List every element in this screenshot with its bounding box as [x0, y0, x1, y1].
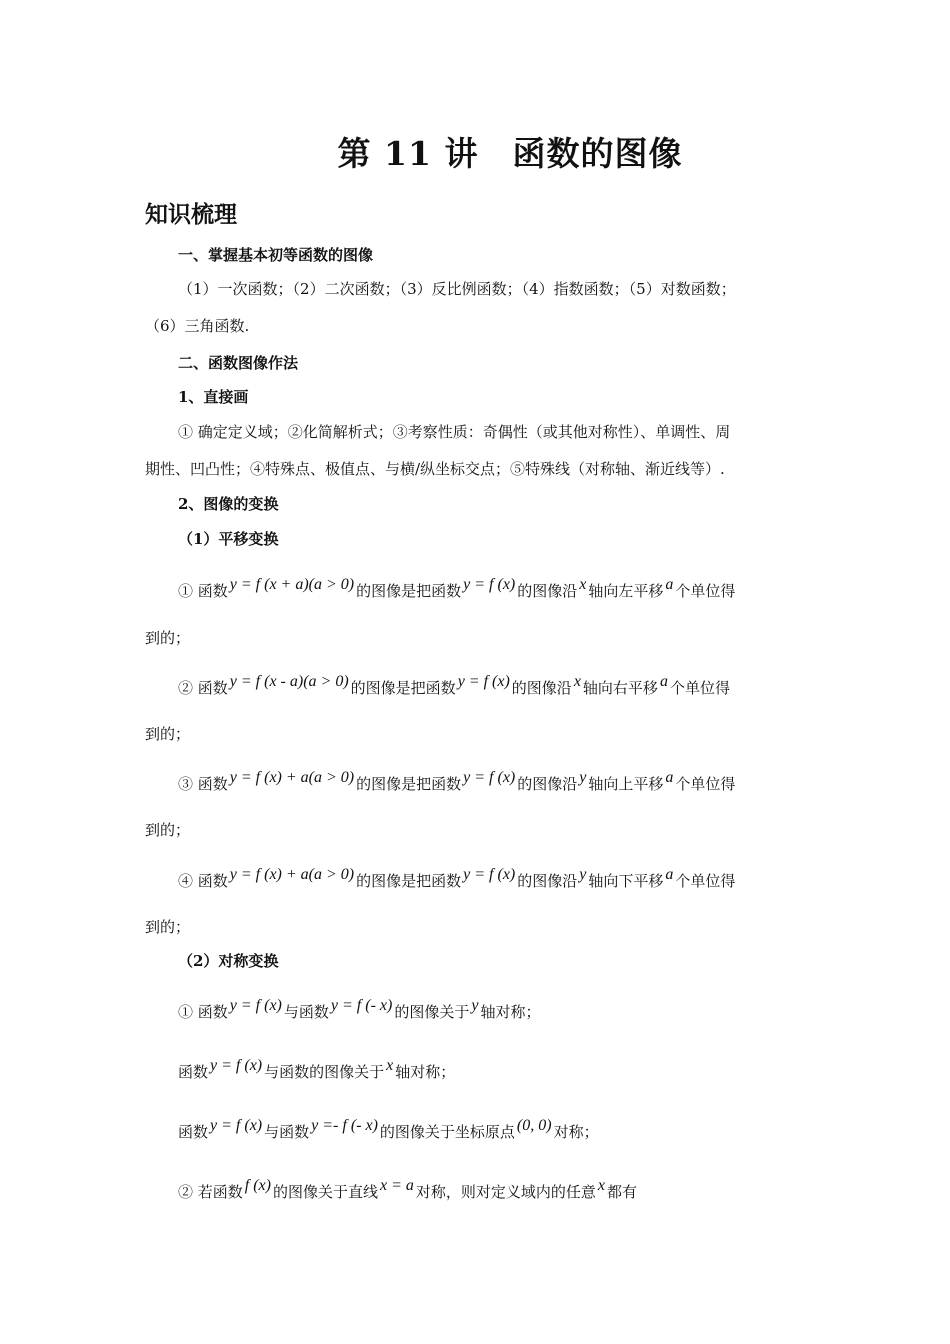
formula: f (x) — [244, 1177, 271, 1194]
page-title — [0, 128, 950, 175]
variable: x — [579, 576, 587, 593]
formula: y = f (x) + a(a > 0) — [229, 769, 355, 786]
variable: a — [665, 769, 674, 786]
section-heading: 知识梳理 — [145, 202, 237, 228]
formula: y = f (x + a)(a > 0) — [229, 576, 355, 593]
formula: y = f (x) — [463, 576, 516, 593]
variable: x — [573, 673, 581, 690]
function-list-line2: （6）三角函数. — [145, 317, 250, 335]
formula: y = f (x) — [210, 1057, 263, 1074]
translation-rule-4: ④ 函数 y = f (x) + a(a > 0) 的图像是把函数 y = f (x) 的图像沿 y 轴向下平移 a 个单位得 — [178, 866, 736, 890]
formula: y = f (x) + a(a > 0) — [229, 866, 355, 883]
heading-graphing-methods: 二、函数图像作法 — [178, 354, 299, 372]
formula: y =- f (- x) — [311, 1117, 378, 1134]
formula: y = f (x - a)(a > 0) — [229, 673, 349, 690]
variable: y — [471, 997, 479, 1014]
heading-basic-functions: 一、掌握基本初等函数的图像 — [178, 246, 374, 264]
formula: x = a — [380, 1177, 414, 1194]
variable: x — [597, 1177, 606, 1194]
variable: x — [386, 1057, 394, 1074]
formula: y = f (x) — [457, 673, 510, 690]
formula: y = f (x) — [229, 997, 282, 1014]
function-list-line1: （1）一次函数；（2）二次函数；（3）反比例函数；（4）指数函数；（5）对数函数； — [178, 280, 736, 298]
formula: y = f (- x) — [330, 997, 393, 1014]
heading-translation: （1）平移变换 — [178, 530, 279, 548]
translation-rule-2: ② 函数 y = f (x - a)(a > 0) 的图像是把函数 y = f (x) 的图像沿 x 轴向右平移 a 个单位得 — [178, 673, 730, 697]
translation-rule-1-cont: 到的； — [145, 629, 191, 647]
formula: y = f (x) — [210, 1117, 263, 1134]
variable: y — [579, 769, 587, 786]
symmetry-rule-4: ② 若函数 f (x) 的图像关于直线 x = a 对称，则对定义域内的任意 x 都有 — [178, 1177, 638, 1201]
translation-rule-3: ③ 函数 y = f (x) + a(a > 0) 的图像是把函数 y = f (x) 的图像沿 y 轴向上平移 a 个单位得 — [178, 769, 736, 793]
direct-line2: 期性、凹凸性；④特殊点、极值点、与横/纵坐标交点；⑤特殊线（对称轴、渐近线等）. — [145, 460, 725, 478]
translation-rule-1: ① 函数 y = f (x + a)(a > 0) 的图像是把函数 y = f (x) 的图像沿 x 轴向左平移 a 个单位得 — [178, 576, 736, 600]
direct-line1: ① 确定定义域；②化简解析式；③考察性质：奇偶性（或其他对称性）、单调性、周 — [178, 423, 731, 441]
title-lesson: 第 11 讲 — [337, 134, 479, 173]
variable: y — [579, 866, 587, 883]
translation-rule-2-cont: 到的； — [145, 725, 191, 743]
variable: a — [659, 673, 668, 690]
formula: y = f (x) — [463, 866, 516, 883]
subheading-transform: 2、图像的变换 — [178, 495, 279, 513]
variable: a — [665, 576, 674, 593]
symmetry-rule-1: ① 函数 y = f (x) 与函数 y = f (- x) 的图像关于 y 轴对称； — [178, 997, 541, 1021]
subheading-direct: 1、直接画 — [178, 388, 249, 406]
heading-symmetry: （2）对称变换 — [178, 952, 279, 970]
translation-rule-4-cont: 到的； — [145, 918, 191, 936]
translation-rule-3-cont: 到的； — [145, 821, 191, 839]
variable: a — [665, 866, 674, 883]
symmetry-rule-2: 函数 y = f (x) 与函数的图像关于 x 轴对称； — [178, 1057, 456, 1081]
title-topic: 函数的图像 — [512, 134, 683, 173]
formula: y = f (x) — [463, 769, 516, 786]
point: (0, 0) — [516, 1117, 552, 1134]
symmetry-rule-3: 函数 y = f (x) 与函数 y =- f (- x) 的图像关于坐标原点 (0, 0) 对称； — [178, 1117, 599, 1141]
